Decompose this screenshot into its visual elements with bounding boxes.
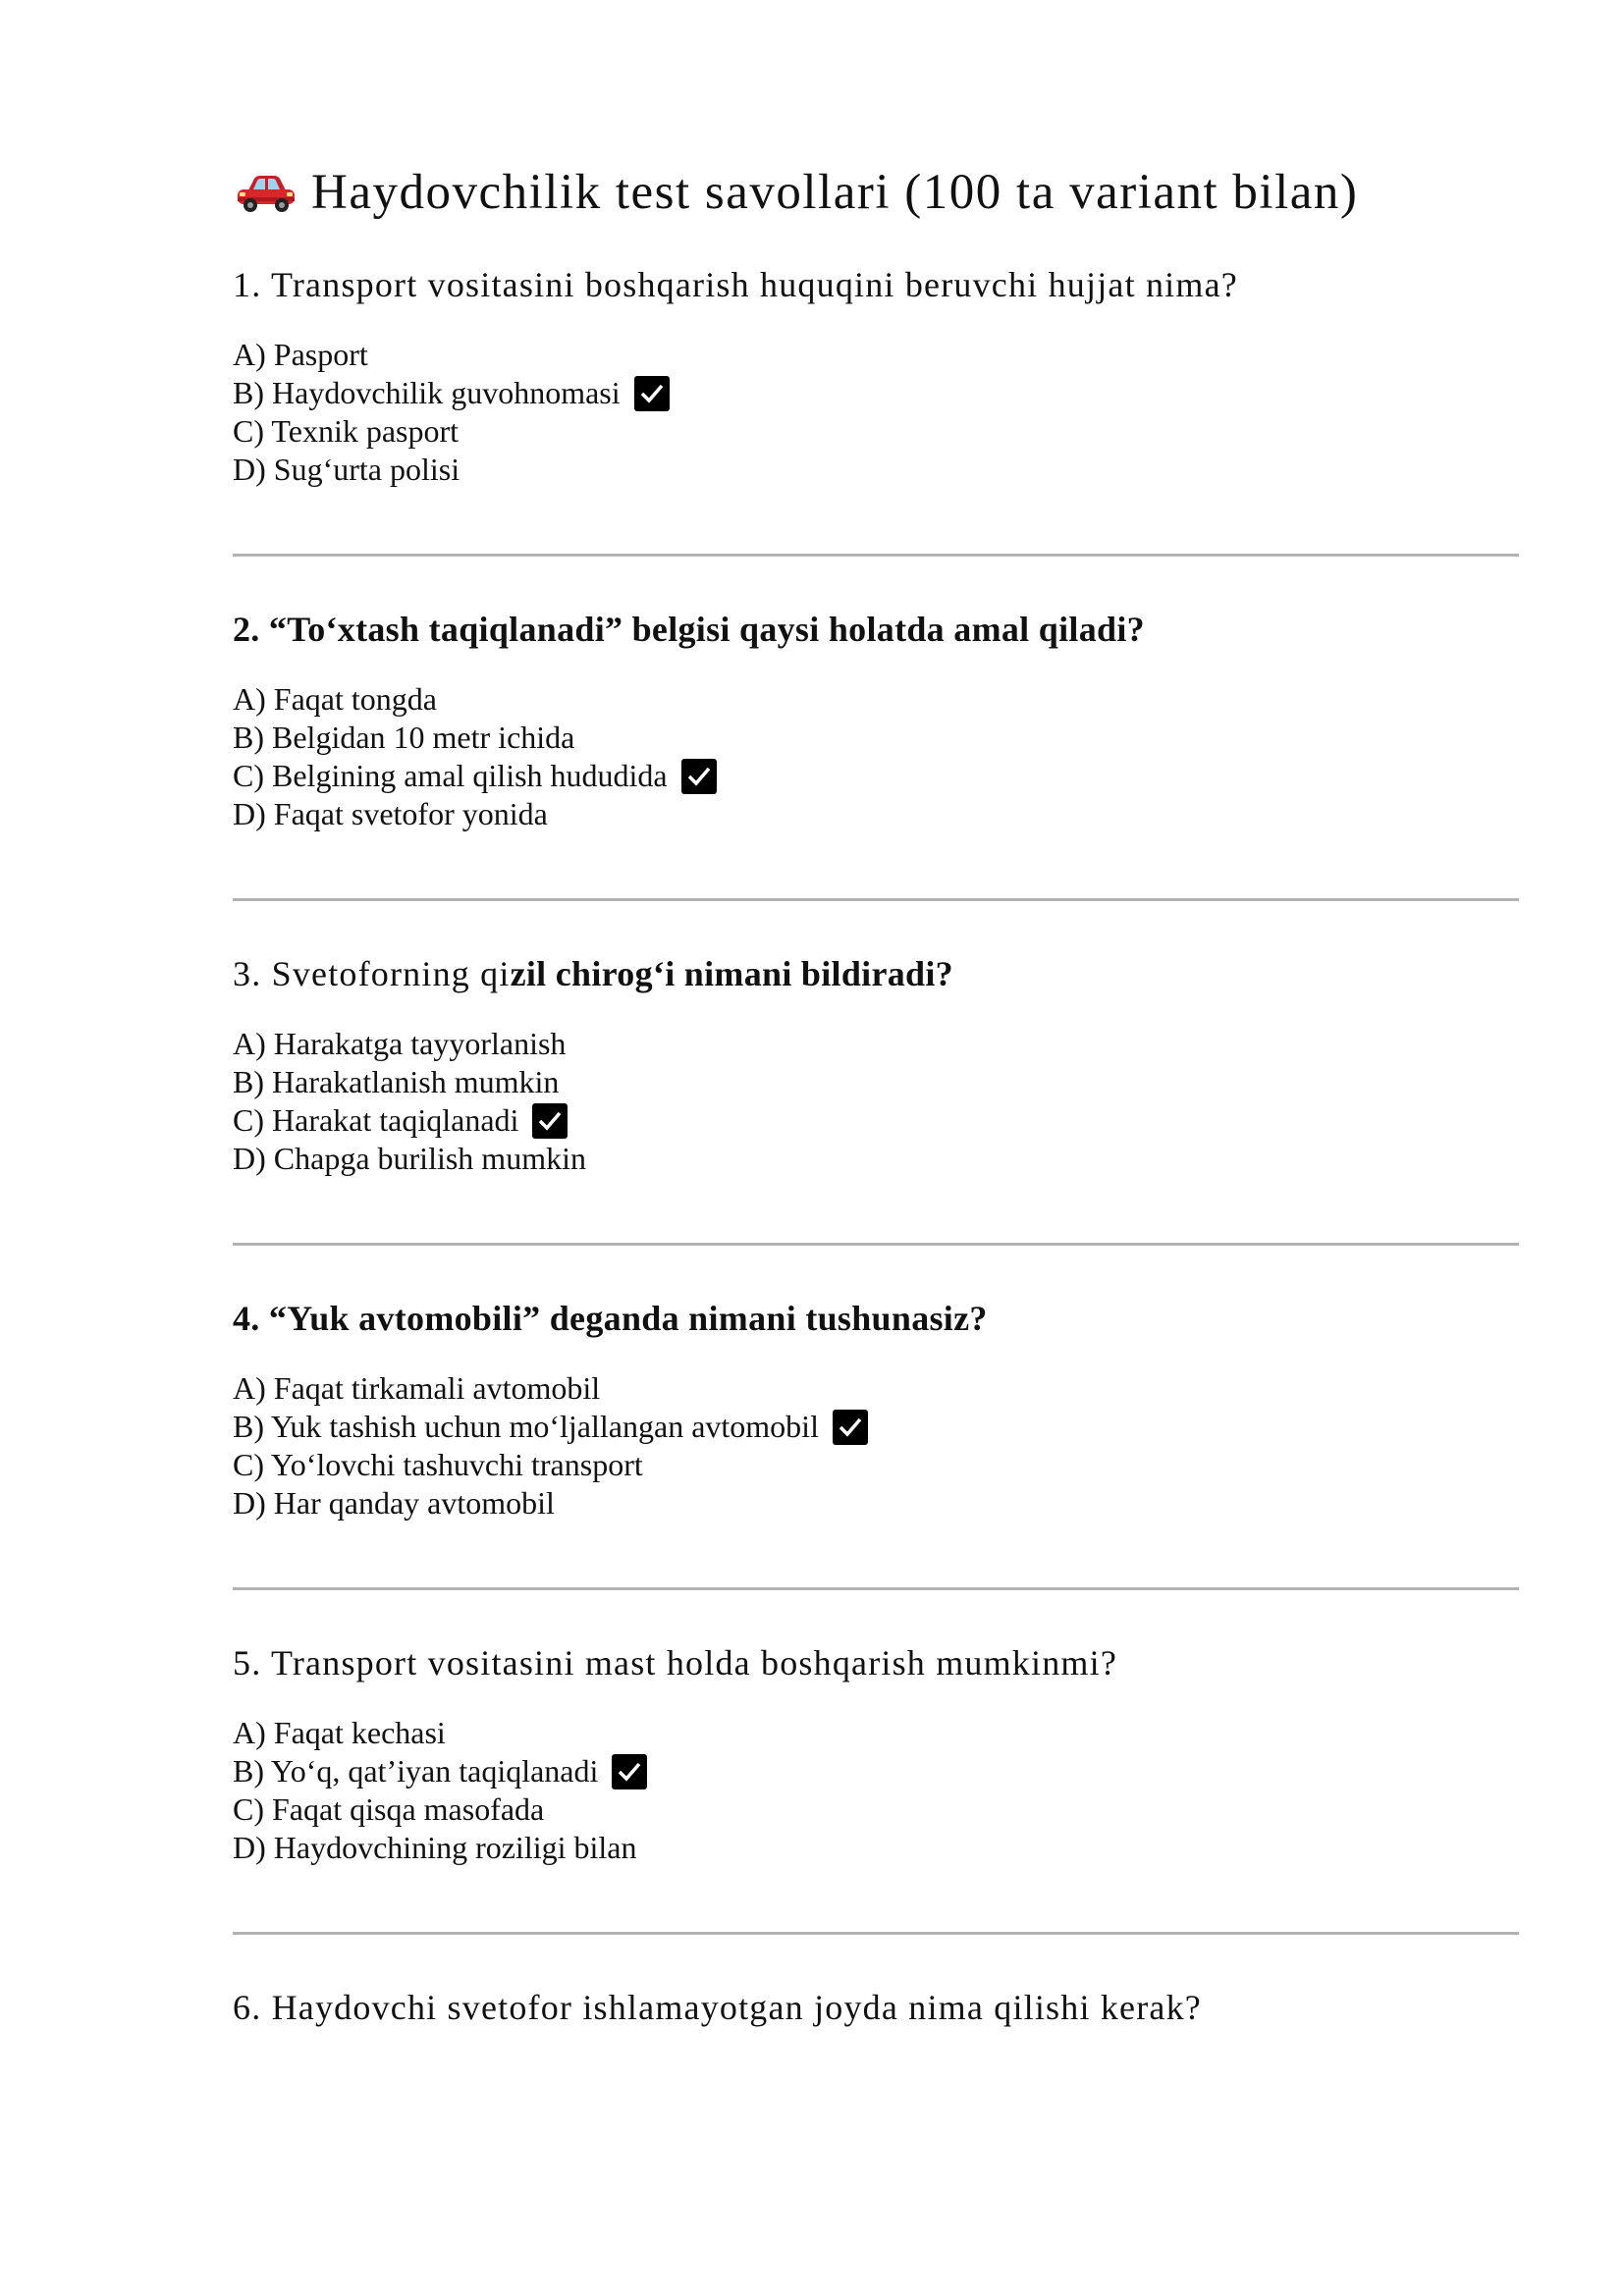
document-title [233,157,1519,228]
option-3c: C) Harakat taqiqlanadi [233,1101,1519,1140]
options-4 [233,1369,1519,1522]
option-2b: B) Belgidan 10 metr ichida [233,720,575,755]
option-3d: D) Chapga burilish mumkin [233,1141,586,1176]
car-icon [235,171,298,214]
question-1: 1. Transport vositasini boshqarish huquqini beruvchi hujjat nima? [233,265,1238,304]
option-1a: A) Pasport [233,337,368,372]
option-2c: C) Belgining amal qilish hududida [233,757,1519,795]
divider [233,1243,1519,1246]
option-1d: D) Sug‘urta polisi [233,452,460,487]
options-5 [233,1714,1519,1867]
question-6: 6. Haydovchi svetofor ishlamayotgan joyda nima qilishi kerak? [233,1988,1202,2027]
option-1c: C) Texnik pasport [233,413,460,449]
option-5b: B) Yo‘q, qat’iyan taqiqlanadi [233,1752,1519,1790]
option-5a: A) Faqat kechasi [233,1715,446,1750]
option-1b: B) Haydovchilik guvohnomasi [233,374,1519,412]
options-2 [233,680,1519,833]
checkmark-icon [612,1754,647,1789]
checkmark-icon [634,376,670,411]
question-5: 5. Transport vositasini mast holda boshqarish mumkinmi? [233,1643,1117,1682]
question-2: 2. “To‘xtash taqiqlanadi” belgisi qaysi holatda amal qiladi? [233,610,1145,649]
option-3b: B) Harakatlanish mumkin [233,1064,560,1099]
option-4a: A) Faqat tirkamali avtomobil [233,1370,601,1406]
divider [233,1587,1519,1590]
divider [233,1932,1519,1935]
option-4b: B) Yuk tashish uchun mo‘ljallangan avtomobil [233,1408,1519,1446]
divider [233,898,1519,901]
option-5c: C) Faqat qisqa masofada [233,1791,545,1827]
test-document [233,157,1519,2058]
option-2a: A) Faqat tongda [233,681,437,717]
question-3: 3. Svetoforning qizil chirog‘i nimani bildiradi? [233,954,953,993]
option-2d: D) Faqat svetofor yonida [233,796,548,831]
options-3 [233,1025,1519,1178]
option-3a: A) Harakatga tayyorlanish [233,1026,567,1061]
divider [233,554,1519,557]
option-4d: D) Har qanday avtomobil [233,1485,555,1521]
title-text: Haydovchilik test savollari (100 ta variant bilan) [311,165,1359,220]
question-4: 4. “Yuk avtomobili” deganda nimani tushunasiz? [233,1299,988,1338]
option-5d: D) Haydovchining roziligi bilan [233,1830,637,1865]
checkmark-icon [681,759,717,794]
checkmark-icon [532,1103,568,1139]
checkmark-icon [833,1410,868,1445]
options-1 [233,336,1519,489]
option-4c: C) Yo‘lovchi tashuvchi transport [233,1447,643,1482]
